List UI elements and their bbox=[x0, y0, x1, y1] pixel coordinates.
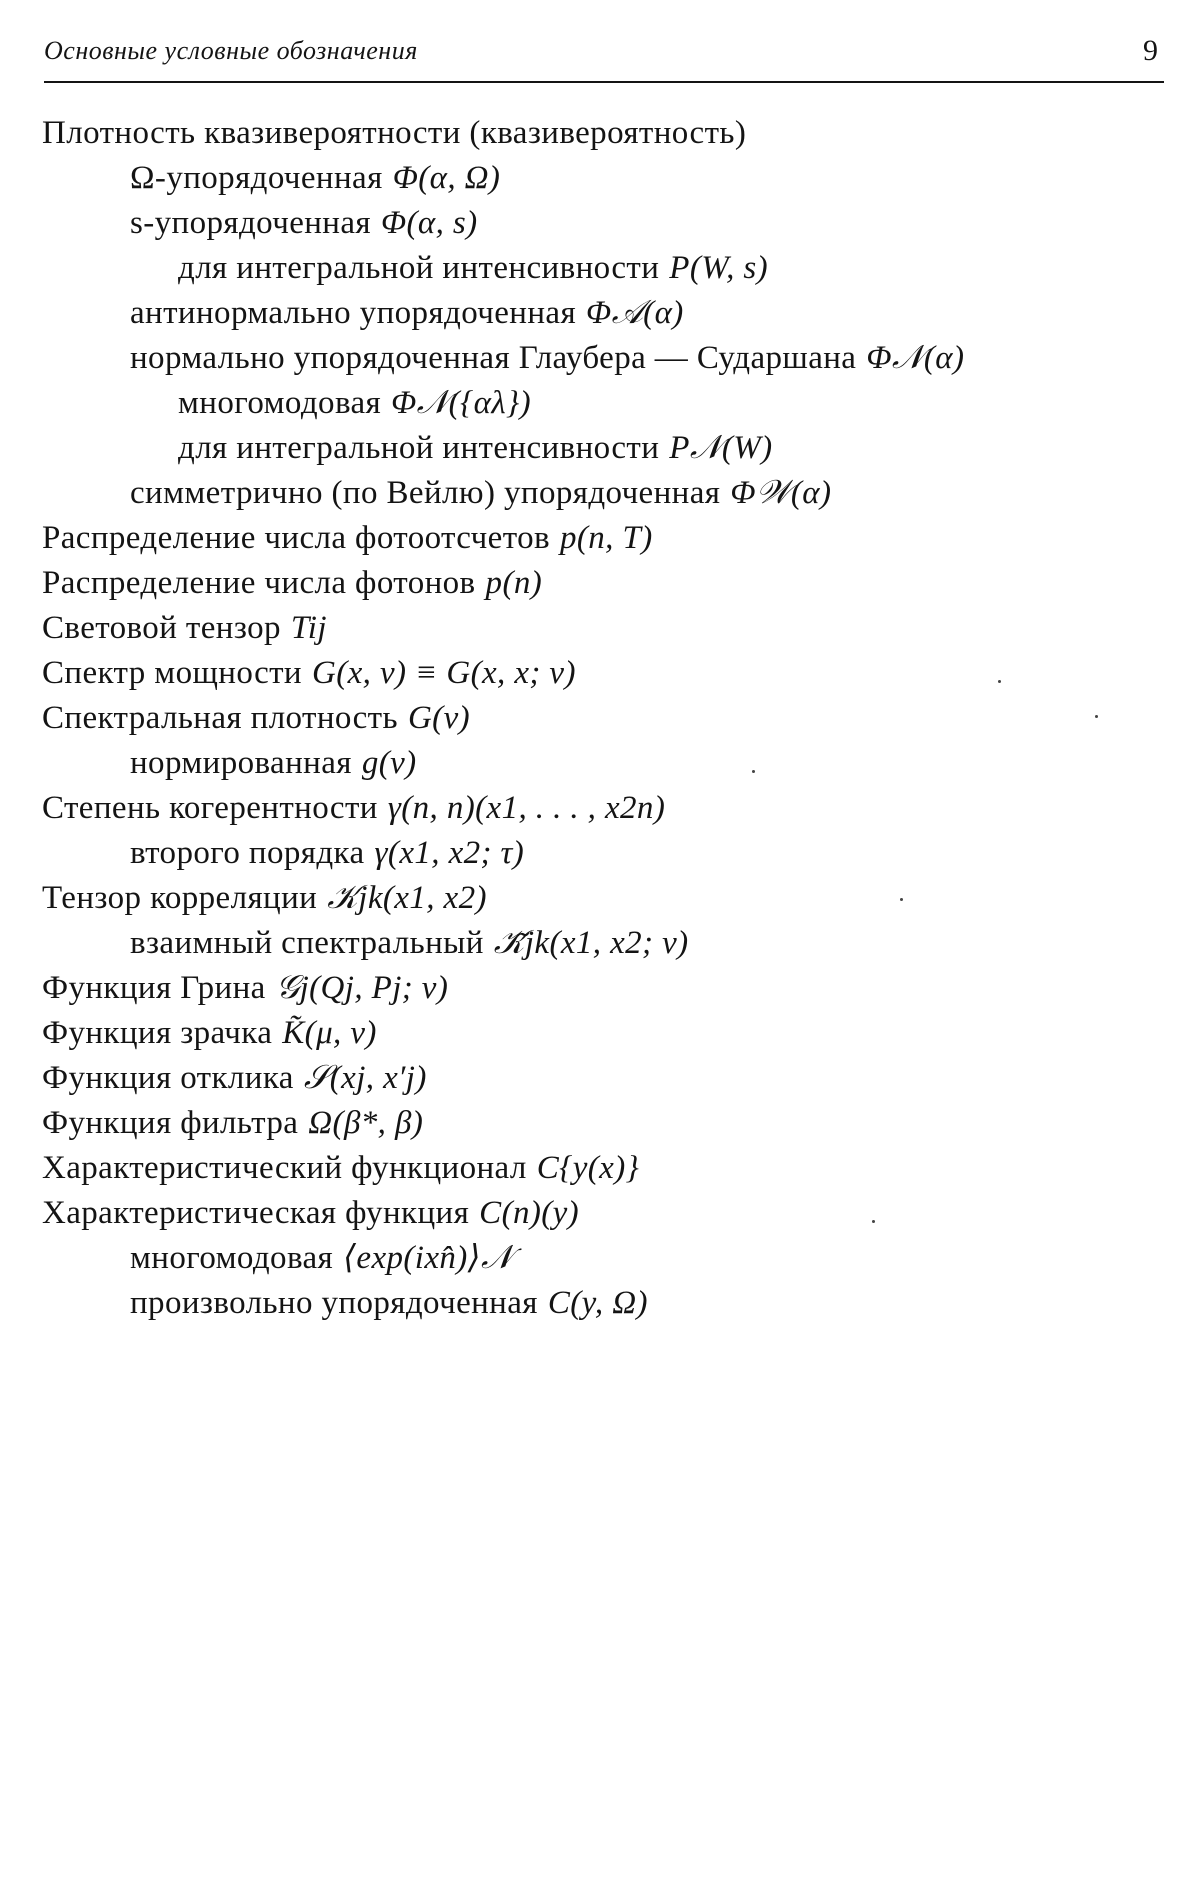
notation-symbol: Φ(α, s) bbox=[381, 205, 478, 241]
notation-term: Спектральная плотность bbox=[42, 700, 398, 736]
notation-symbol: 𝒦̃jk(x1, x2; ν) bbox=[493, 925, 689, 961]
notation-term: s-упорядоченная bbox=[130, 205, 371, 241]
notation-term: Распределение числа фотоотсчетов bbox=[42, 520, 550, 556]
notation-term: Спектр мощности bbox=[42, 655, 302, 691]
notation-symbol: C{y(x)} bbox=[536, 1150, 640, 1186]
notation-symbol: Φ𝒲(α) bbox=[730, 475, 832, 511]
notation-entry bbox=[42, 653, 576, 693]
notation-term: Функция зрачка bbox=[42, 1015, 273, 1051]
notation-entry bbox=[42, 1058, 427, 1098]
notation-term: Степень когерентности bbox=[42, 790, 378, 826]
notation-term: многомодовая bbox=[130, 1240, 334, 1276]
notation-symbol: p(n) bbox=[485, 565, 543, 601]
notation-symbol: K̃(μ, ν) bbox=[282, 1015, 377, 1051]
notation-term: Световой тензор bbox=[42, 610, 281, 646]
notation-term: нормированная bbox=[130, 745, 352, 781]
notation-symbol: 𝒢j(Qj, Pj; ν) bbox=[275, 970, 449, 1006]
notation-term: нормально упорядоченная Глаубера — Сударшана bbox=[130, 340, 857, 376]
notation-entry bbox=[178, 428, 773, 468]
scan-speck bbox=[872, 1220, 875, 1223]
notation-entry bbox=[42, 788, 665, 828]
notation-entry bbox=[130, 1238, 513, 1278]
notation-entry bbox=[130, 923, 689, 963]
notation-symbol: Ω(β*, β) bbox=[308, 1105, 424, 1141]
notation-symbol: γ(n, n)(x1, . . . , x2n) bbox=[387, 790, 666, 826]
scan-speck bbox=[900, 898, 903, 901]
notation-term: Функция фильтра bbox=[42, 1105, 299, 1141]
scan-speck bbox=[1095, 715, 1098, 718]
notation-symbol: 𝒦jk(x1, x2) bbox=[327, 880, 487, 916]
notation-symbol: G(ν) bbox=[407, 700, 471, 736]
notation-entry bbox=[130, 1283, 648, 1323]
notation-symbol: Φ(α, Ω) bbox=[392, 160, 501, 196]
notation-entry bbox=[130, 743, 417, 783]
notation-term: многомодовая bbox=[178, 385, 382, 421]
notation-term: Функция Грина bbox=[42, 970, 266, 1006]
scan-speck bbox=[752, 770, 755, 773]
notation-symbol: Φ𝒩(α) bbox=[866, 340, 965, 376]
notation-symbol: Tij bbox=[290, 610, 327, 646]
notation-entry bbox=[42, 878, 487, 918]
notation-symbol: G(x, ν) ≡ G(x, x; ν) bbox=[312, 655, 576, 691]
notation-symbol: C(n)(y) bbox=[479, 1195, 580, 1231]
notation-term: для интегральной интенсивности bbox=[178, 250, 660, 286]
notation-symbol: γ(x1, x2; τ) bbox=[374, 835, 525, 871]
notation-symbol: g(ν) bbox=[361, 745, 417, 781]
notation-term: Плотность квазивероятности (квазивероятность) bbox=[42, 115, 747, 151]
notation-term: Ω-упорядоченная bbox=[130, 160, 383, 196]
page-number: 9 bbox=[1143, 34, 1158, 67]
notation-entry bbox=[130, 203, 478, 243]
notation-symbol: 𝒮(xj, x′j) bbox=[303, 1060, 427, 1096]
notation-entry bbox=[42, 1013, 377, 1053]
notation-term: антинормально упорядоченная bbox=[130, 295, 577, 331]
notation-entry bbox=[42, 1148, 639, 1188]
notation-entry bbox=[130, 158, 500, 198]
notation-symbol: P𝒩(W) bbox=[669, 430, 773, 466]
notation-term: второго порядка bbox=[130, 835, 365, 871]
notation-entry bbox=[42, 1193, 579, 1233]
notation-symbol: ⟨exp(ixn̂)⟩𝒩 bbox=[343, 1240, 513, 1276]
notation-entry bbox=[42, 563, 542, 603]
notation-term: произвольно упорядоченная bbox=[130, 1285, 538, 1321]
notation-entry bbox=[42, 968, 448, 1008]
notation-term: Характеристическая функция bbox=[42, 1195, 470, 1231]
notation-entry bbox=[130, 293, 684, 333]
notation-symbol: Φ𝒩({αλ}) bbox=[391, 385, 532, 421]
notation-symbol: Φ𝒜(α) bbox=[586, 295, 684, 331]
notation-term: для интегральной интенсивности bbox=[178, 430, 660, 466]
header-rule bbox=[44, 81, 1164, 83]
notation-term: Характеристический функционал bbox=[42, 1150, 527, 1186]
notation-entry bbox=[42, 1103, 423, 1143]
notation-entry bbox=[42, 518, 653, 558]
running-title: Основные условные обозначения bbox=[44, 36, 418, 65]
notation-term: симметрично (по Вейлю) упорядоченная bbox=[130, 475, 721, 511]
notation-entry bbox=[130, 338, 964, 378]
notation-entry bbox=[42, 608, 327, 648]
notation-term: взаимный спектральный bbox=[130, 925, 484, 961]
notation-entry bbox=[130, 833, 524, 873]
notation-entry bbox=[178, 248, 768, 288]
notation-symbol: P(W, s) bbox=[669, 250, 769, 286]
notation-entry bbox=[130, 473, 831, 513]
notation-symbol: p(n, T) bbox=[559, 520, 653, 556]
notation-entry bbox=[42, 698, 470, 738]
scan-speck bbox=[998, 680, 1001, 683]
notation-term: Тензор корреляции bbox=[42, 880, 318, 916]
notation-term: Функция отклика bbox=[42, 1060, 294, 1096]
notation-entry bbox=[42, 113, 746, 153]
notation-entry bbox=[178, 383, 531, 423]
notation-symbol: C(y, Ω) bbox=[547, 1285, 648, 1321]
notation-term: Распределение числа фотонов bbox=[42, 565, 476, 601]
